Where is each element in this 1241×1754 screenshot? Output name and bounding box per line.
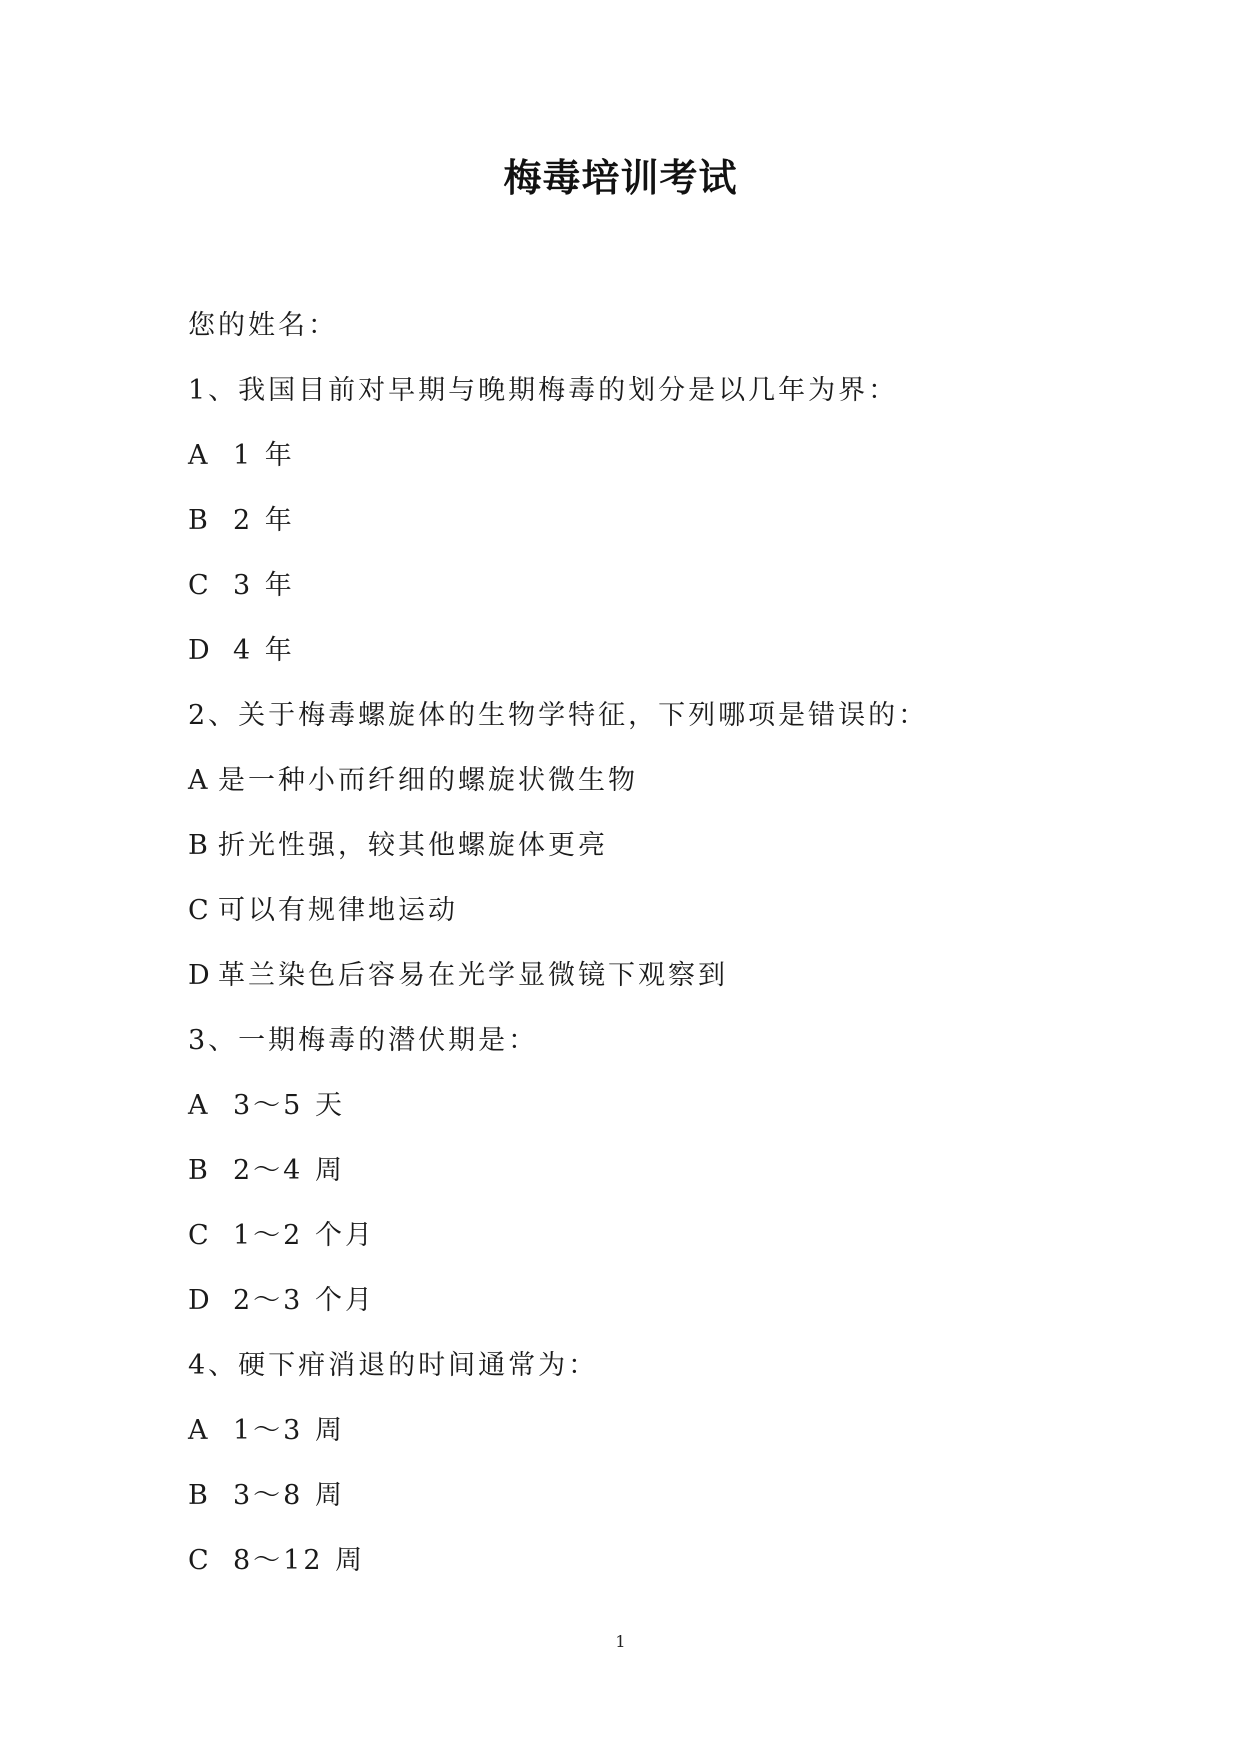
option-letter: A — [188, 1415, 211, 1446]
q1-option-c — [188, 566, 1128, 631]
q1-option-b — [188, 501, 1128, 566]
option-letter: C — [188, 1220, 212, 1251]
option-text: 折光性强，较其他螺旋体更亮 — [218, 830, 608, 861]
option-letter: D — [188, 635, 213, 666]
option-text: 1～3 周 — [233, 1415, 345, 1446]
option-text: 3～5 天 — [233, 1090, 345, 1121]
option-text: 1 年 — [233, 440, 295, 471]
option-text: 2～3 个月 — [233, 1285, 375, 1316]
exam-content — [188, 306, 1128, 1606]
q3-option-b — [188, 1151, 1128, 1216]
option-text: 3～8 周 — [233, 1480, 345, 1511]
option-letter: D — [188, 960, 213, 991]
q3-option-d — [188, 1281, 1128, 1346]
option-letter: B — [188, 505, 211, 536]
option-text: 可以有规律地运动 — [218, 895, 458, 926]
name-field-label: 您的姓名： — [188, 310, 338, 341]
q1-option-a — [188, 436, 1128, 501]
q4-option-c — [188, 1541, 1128, 1606]
option-letter: D — [188, 1285, 213, 1316]
option-text: 3 年 — [233, 570, 295, 601]
option-letter: C — [188, 895, 212, 926]
option-text: 革兰染色后容易在光学显微镜下观察到 — [218, 960, 728, 991]
option-letter: B — [188, 830, 211, 861]
question-4: 4、硬下疳消退的时间通常为： — [188, 1350, 599, 1381]
option-letter: B — [188, 1155, 211, 1186]
option-text: 2 年 — [233, 505, 295, 536]
q2-option-b — [188, 826, 1128, 891]
q3-option-a — [188, 1086, 1128, 1151]
option-letter: A — [188, 1090, 211, 1121]
option-text: 8～12 周 — [233, 1545, 366, 1576]
q4-option-a — [188, 1411, 1128, 1476]
option-text: 是一种小而纤细的螺旋状微生物 — [218, 765, 638, 796]
page-title: 梅毒培训考试 — [503, 155, 738, 200]
option-text: 2～4 周 — [233, 1155, 345, 1186]
option-text: 4 年 — [233, 635, 295, 666]
option-letter: A — [188, 440, 211, 471]
question-3: 3、一期梅毒的潜伏期是： — [188, 1025, 539, 1056]
option-text: 1～2 个月 — [233, 1220, 375, 1251]
q3-option-c — [188, 1216, 1128, 1281]
option-letter: B — [188, 1480, 211, 1511]
q1-option-d — [188, 631, 1128, 696]
question-1: 1、我国目前对早期与晚期梅毒的划分是以几年为界： — [188, 375, 899, 406]
q2-option-a — [188, 761, 1128, 826]
option-letter: A — [188, 765, 211, 796]
question-2: 2、关于梅毒螺旋体的生物学特征，下列哪项是错误的： — [188, 700, 929, 731]
q4-option-b — [188, 1476, 1128, 1541]
page-number: 1 — [615, 1632, 626, 1651]
q2-option-c — [188, 891, 1128, 956]
q2-option-d — [188, 956, 1128, 1021]
option-letter: C — [188, 570, 212, 601]
option-letter: C — [188, 1545, 212, 1576]
